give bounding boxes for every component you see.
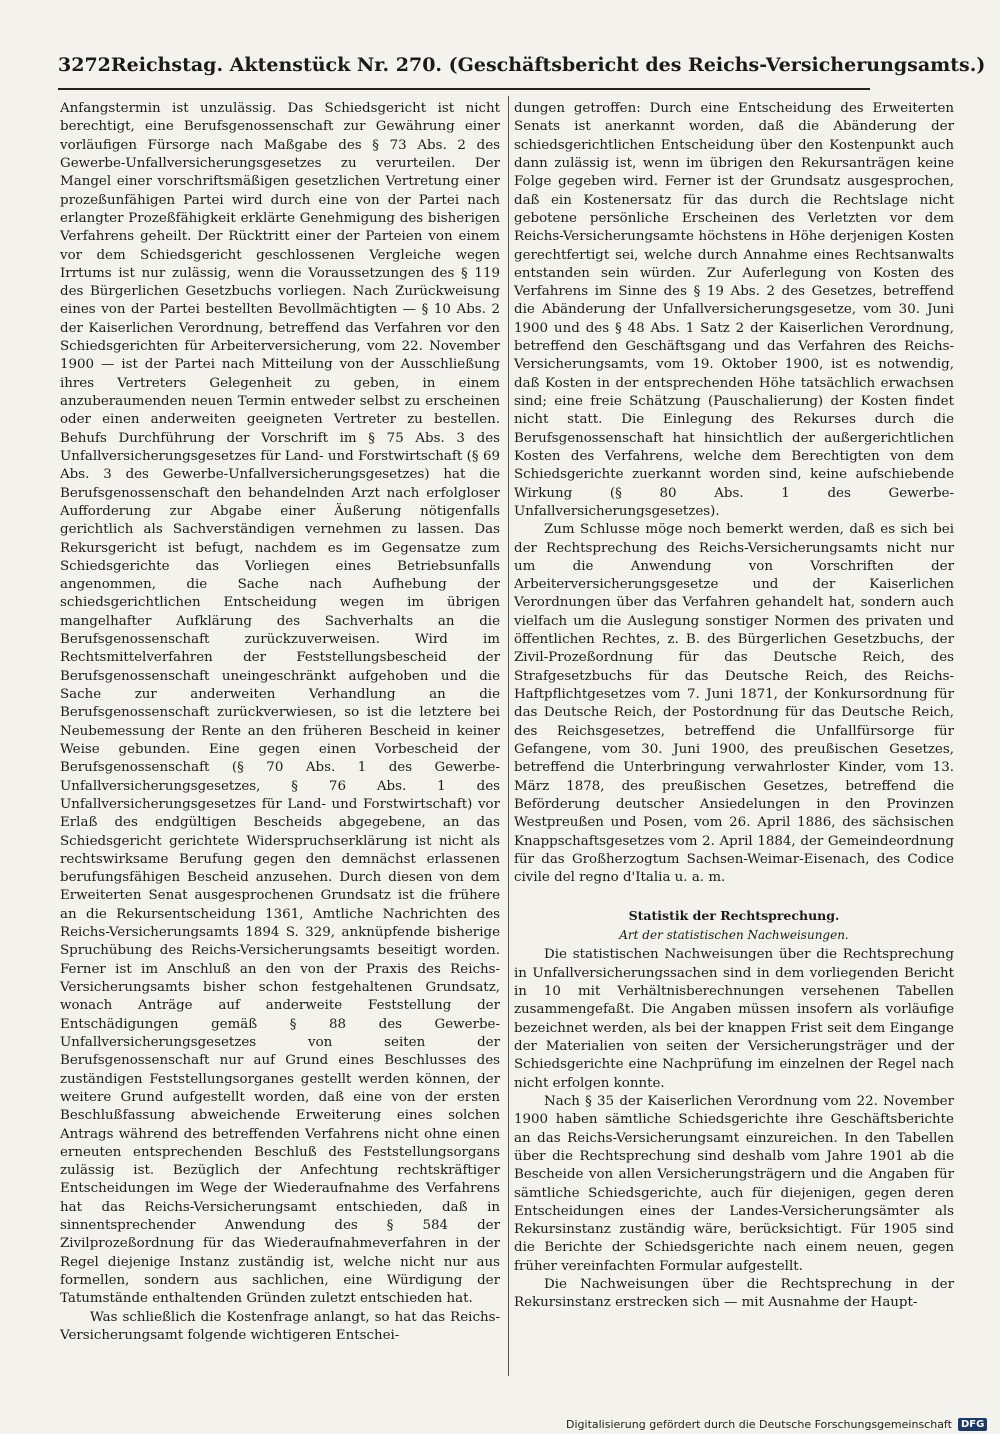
section-subtitle: Art der statistischen Nachweisungen. [619,928,849,943]
header-rule [58,88,870,90]
page-header [58,54,986,88]
right-column [514,100,954,1313]
column-divider [508,96,509,1376]
paragraph: Anfangstermin ist unzulässig. Das Schiedsgericht ist nicht berechtigt, eine Berufsgenossenschaft zur Gewährung einer vorläufigen Fürsorge nach Maßgabe des § 73 Abs. 2 des Gewerbe-Unfallversicherungsgesetzes zu verurteilen. Der Mangel einer vorschriftsmäßigen gesetzlichen Vertretung einer prozeßunfähigen Partei wird durch eine von der Partei nach erlangter Prozeßfähigkeit erklärte Genehmigung des bisherigen Verfahrens geheilt. Der Rücktritt einer der Parteien von einem vor dem Schiedsgericht geschlossenen Vergleiche wegen Irrtums ist nur zulässig, wenn die Voraussetzungen des § 119 des Bürgerlichen Gesetzbuchs vorliegen. Nach Zurückweisung eines von der Partei bestellten Bevollmächtigten — § 10 Abs. 2 der Kaiserlichen Verordnung, betreffend das Verfahren vor den Schiedsgerichten für Arbeiterversicherung, vom 22. November 1900 — ist der Partei nach Mitteilung von der Ausschließung ihres Vertreters Gelegenheit zu geben, in einem anzuberaumenden neuen Termin entweder selbst zu erscheinen oder einen anderweiten geeigneten Vertreter zu bestellen. Behufs Durchführung der Vorschrift im § 75 Abs. 3 des Unfallversicherungsgesetzes für Land- und Forstwirtschaft (§ 69 Abs. 3 des Gewerbe-Unfallversicherungsgesetzes) hat die Berufsgenossenschaft den behandelnden Arzt nach erfolgloser Aufforderung zur Abgabe einer Äußerung nötigenfalls gerichtlich als Sachverständigen vernehmen zu lassen. Das Rekursgericht ist befugt, nachdem es im Gegensatze zum Schiedsgerichte das Vorliegen eines Betriebsunfalls angenommen, die Sache nach Aufhebung der schiedsgerichtlichen Entscheidung wegen im übrigen mangelhafter Aufklärung des Sachverhalts an die Berufsgenossenschaft zurückzuverweisen. Wird im Rechtsmittelverfahren der Feststellungsbescheid der Berufsgenossenschaft uneingeschränkt aufgehoben und die Sache zur anderweiten Verhandlung an die Berufsgenossenschaft zurückverwiesen, so ist die letztere bei Neubemessung der Rente an den früheren Bescheid in keiner Weise gebunden. Eine gegen einen Vorbescheid der Berufsgenossenschaft (§ 70 Abs. 1 des Gewerbe-Unfallversicherungsgesetzes, § 76 Abs. 1 des Unfallversicherungsgesetzes für Land- und Forstwirtschaft) vor Erlaß des endgültigen Bescheids abgegebene, an das Schiedsgericht gerichtete Widerspruchserklärung ist nicht als rechtswirksame Berufung gegen den demnächst erlassenen berufungsfähigen Bescheid anzusehen. Durch diesen von dem Erweiterten Senat ausgesprochenen Grundsatz ist die frühere an die Rekursentscheidung 1361, Amtliche Nachrichten des Reichs-Versicherungsamts 1894 S. 329, anknüpfende bisherige Spruchübung des Reichs-Versicherungsamts beseitigt worden. Ferner ist im Anschluß an den von der Praxis des Reichs-Versicherungsamts bisher schon festgehaltenen Grundsatz, wonach Anträge auf anderweite Feststellung der Entschädigungen gemäß § 88 des Gewerbe-Unfallversicherungsgesetzes von seiten der Berufsgenossenschaft nur auf Grund eines Beschlusses des zuständigen Feststellungsorganes gestellt werden können, der weitere Grund aufgestellt worden, daß eine von der ersten Beschlußfassung abweichende Erweiterung eines solchen Antrags während des betreffenden Verfahrens nicht ohne einen erneuten entsprechenden Beschluß des Feststellungsorgans zulässig ist. Bezüglich der Anfechtung rechtskräftiger Entscheidungen im Wege der Wiederaufnahme des Verfahrens hat das Reichs-Versicherungsamt entschieden, daß in sinnentsprechender Anwendung des § 584 der Zivilprozeßordnung für das Wiederaufnahmeverfahren in der Regel diejenige Instanz zuständig ist, welche nicht nur aus formellen, sondern aus sachlichen, eine Würdigung der Tatumstände enthaltenden Gründen zuletzt entschieden hat. [60,101,500,1307]
paragraph: Zum Schlusse möge noch bemerkt werden, daß es sich bei der Rechtsprechung des Reichs-Versicherungsamts nicht nur um die Anwendung von Vorschriften der Arbeiterversicherungsgesetze und der Kaiserlichen Verordnungen über das Verfahren gehandelt hat, sondern auch vielfach um die Auslegung sonstiger Normen des privaten und öffentlichen Rechtes, z. B. des Bürgerlichen Gesetzbuchs, der Zivil-Prozeßordnung für das Deutsche Reich, des Strafgesetzbuchs für das Deutsche Reich, des Reichs-Haftpflichtgesetzes vom 7. Juni 1871, der Konkursordnung für das Deutsche Reich, der Postordnung für das Deutsche Reich, des Reichsgesetzes, betreffend die Unfallfürsorge für Gefangene, vom 30. Juni 1900, des preußischen Gesetzes, betreffend die Unterbringung verwahrloster Kinder, vom 13. März 1878, des preußischen Gesetzes, betreffend die Beförderung deutscher Ansiedelungen in den Provinzen Westpreußen und Posen, vom 26. April 1886, des sächsischen Knappschaftsgesetzes vom 2. April 1884, der Gemeindeordnung für das Großherzogtum Sachsen-Weimar-Eisenach, des Codice civile del regno d'Italia u. a. m. [514,522,954,886]
digitization-footer [566,1418,987,1431]
page-header-title: Reichstag. Aktenstück Nr. 270. (Geschäftsbericht des Reichs-Versicherungsamts.) [110,54,986,76]
page-number: 3272 [58,54,111,76]
section-title: Statistik der Rechtsprechung. [628,908,840,924]
paragraph: Die statistischen Nachweisungen über die Rechtsprechung in Unfallversicherungssachen sind in dem vorliegenden Bericht in 10 mit Verhältnisberechnungen versehenen Tabellen zusammengefaßt. Die Angaben müssen insofern als vorläufige bezeichnet werden, als bei der knappen Frist seit dem Eingange der Materialien von seiten der Versicherungsträger und der Schiedsgerichte eine Nachprüfung im einzelnen der Regel nach nicht erfolgen konnte. [514,947,954,1091]
paragraph: Nach § 35 der Kaiserlichen Verordnung vom 22. November 1900 haben sämtliche Schiedsgerichte ihre Geschäftsberichte an das Reichs-Versicherungsamt einzureichen. In den Tabellen über die Rechtsprechung sind deshalb vom Jahre 1901 ab die Bescheide von allen Versicherungsträgern und die Angaben für sämtliche Schiedsgerichte, auch für diejenigen, gegen deren Entscheidungen eines der Landes-Versicherungsämter als Rekursinstanz zuständig wäre, berücksichtigt. Für 1905 sind die Berichte der Schiedsgerichte nach einem neuen, gegen früher vereinfachten Formular aufgestellt. [514,1093,954,1274]
paragraph: dungen getroffen: Durch eine Entscheidung des Erweiterten Senats ist anerkannt worden, daß die Abänderung der schiedsgerichtlichen Entscheidung über den Kostenpunkt auch dann zulässig ist, wenn im übrigen den Rekursanträgen keine Folge gegeben wird. Ferner ist der Grundsatz ausgesprochen, daß ein Kostenersatz für das durch die Rechtslage nicht gebotene persönliche Erscheinen des Verletzten vor dem Reichs-Versicherungsamte höchstens in Höhe derjenigen Kosten gerechtfertigt sei, welche durch Annahme eines Rechtsanwalts entstanden sein würden. Zur Auferlegung von Kosten des Verfahrens im Sinne des § 19 Abs. 2 des Gesetzes, betreffend die Abänderung der Unfallversicherungsgesetze, vom 30. Juni 1900 und des § 48 Abs. 1 Satz 2 der Kaiserlichen Verordnung, betreffend den Geschäftsgang und das Verfahren des Reichs-Versicherungsamts, vom 19. Oktober 1900, ist es notwendig, daß Kosten in der entsprechenden Höhe tatsächlich erwachsen sind; eine freie Schätzung (Pauschalierung) der Kosten findet nicht statt. Die Einlegung des Rekurses durch die Berufsgenossenschaft hat hinsichtlich der außergerichtlichen Kosten des Verfahrens, welche dem Berechtigten von dem Schiedsgerichte zuerkannt worden sind, keine aufschiebende Wirkung (§ 80 Abs. 1 des Gewerbe-Unfallversicherungsgesetzes). [514,101,954,519]
left-column [60,100,500,1345]
paragraph: Die Nachweisungen über die Rechtsprechung in der Rekursinstanz erstrecken sich — mit Ausnahme der Haupt- [514,1277,954,1311]
paragraph: Was schließlich die Kostenfrage anlangt, so hat das Reichs-Versicherungsamt folgende wichtigeren Entschei- [60,1309,500,1343]
footer-text: Digitalisierung gefördert durch die Deutsche Forschungsgemeinschaft [566,1418,952,1431]
dfg-logo: DFG [958,1418,987,1431]
